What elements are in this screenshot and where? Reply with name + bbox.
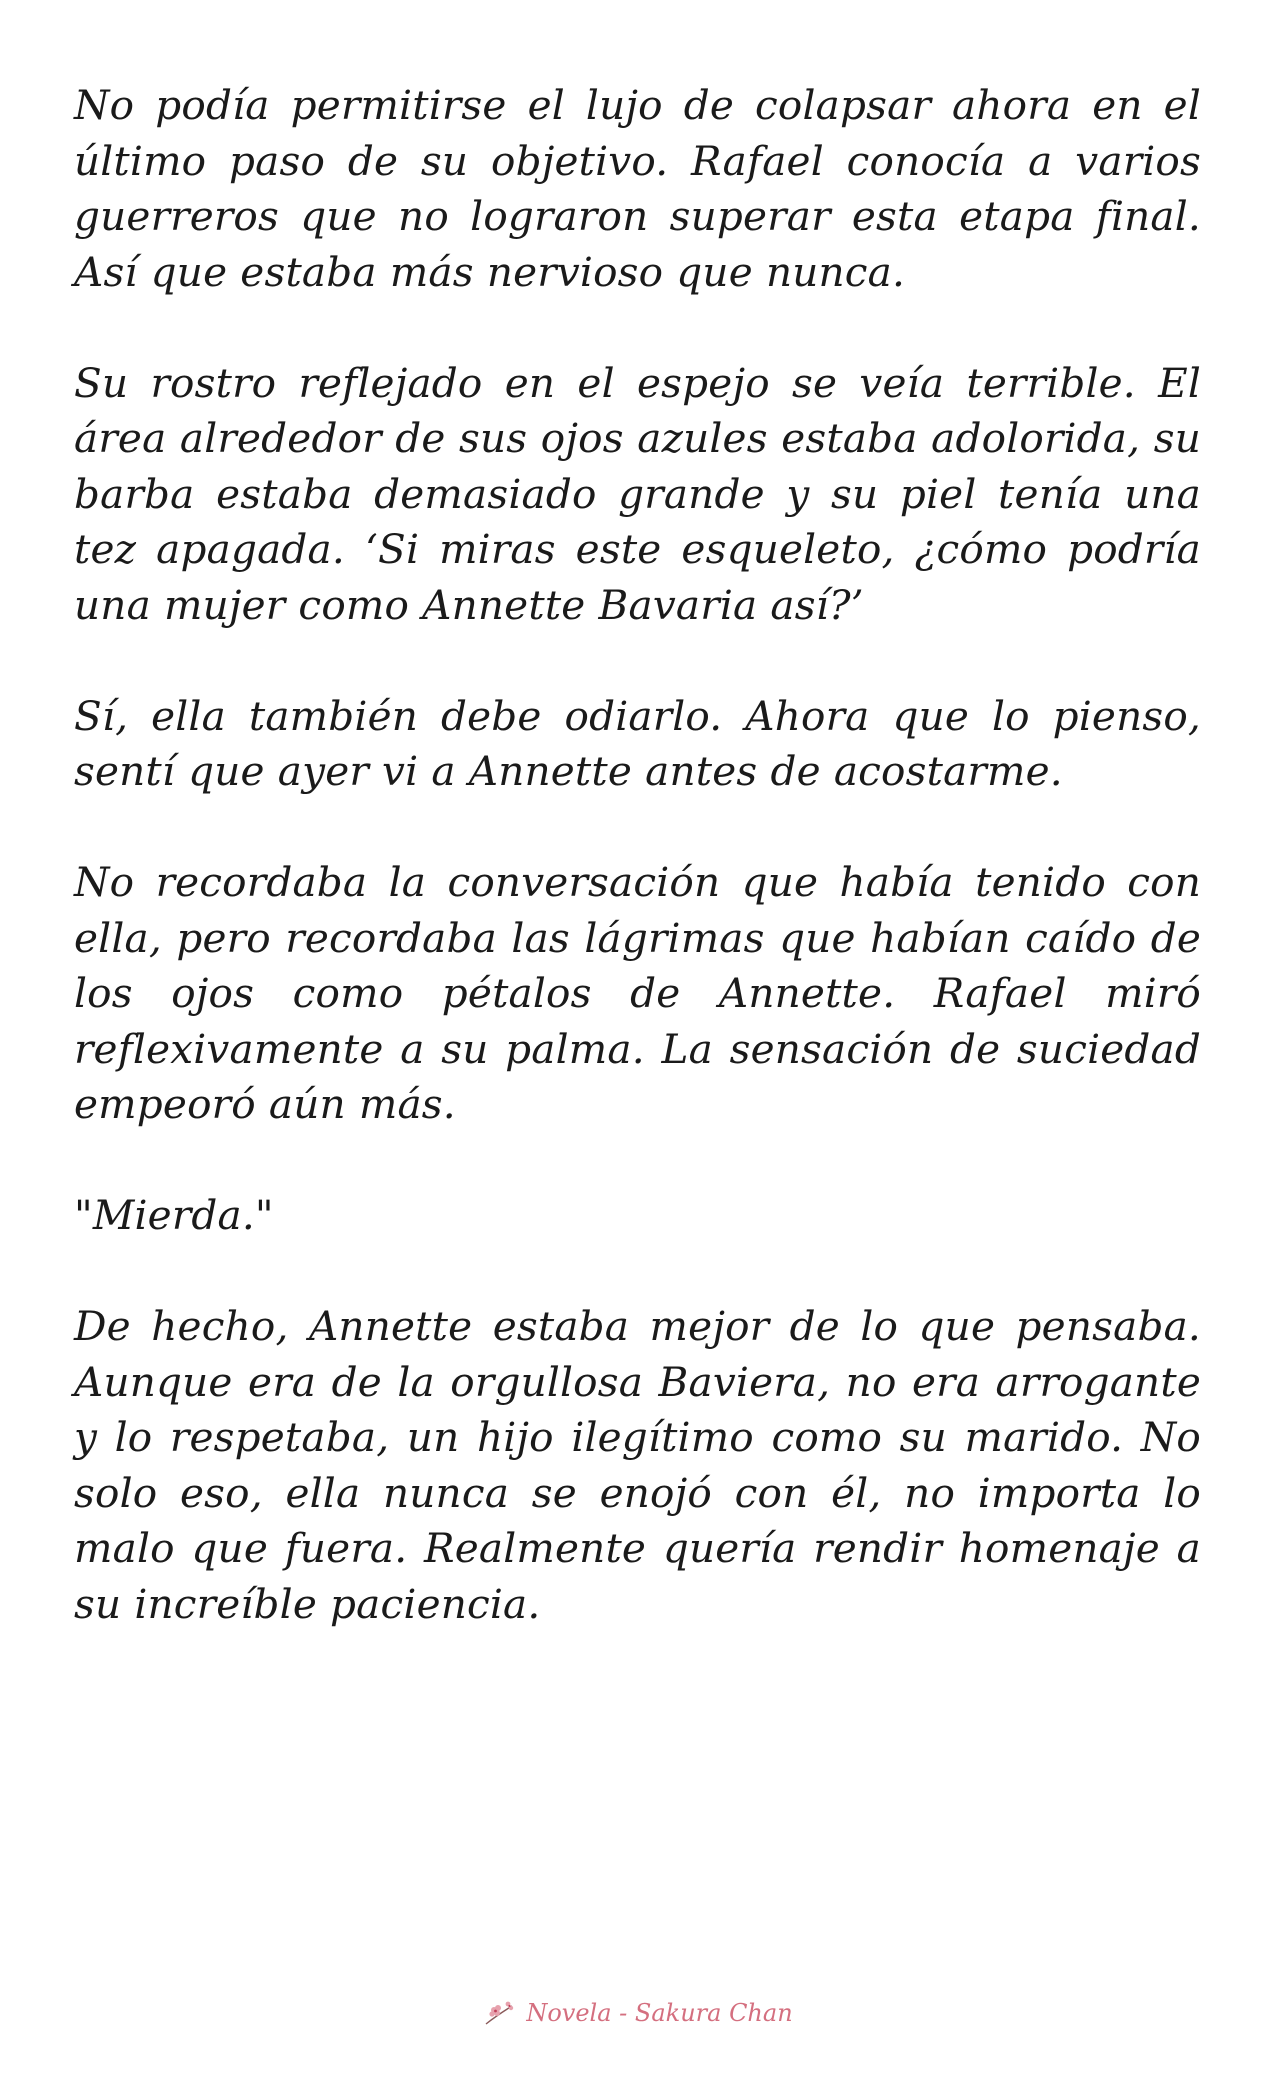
paragraph-5: "Mierda." xyxy=(74,1191,274,1239)
chapter-text xyxy=(74,78,1201,1688)
paragraph-3: Sí, ella también debe odiarlo. Ahora que lo pienso, sentí que ayer vi a Annette antes de acostarme. xyxy=(74,691,1201,795)
paragraph-2: Su rostro reflejado en el espejo se veía terrible. El área alrededor de sus ojos azules estaba adolorida, su barba estaba demasiado grande y su piel tenía una tez apagada. ‘Si miras este esqueleto, ¿cómo podría una mujer como Annette Bavaria así?’ xyxy=(74,358,1201,629)
watermark-text: Novela - Sakura Chan xyxy=(526,1999,793,2027)
paragraph-4: No recordaba la conversación que había tenido con ella, pero recordaba las lágrimas que habían caído de los ojos como pétalos de Annette. Rafael miró reflexivamente a su palma. La sensación de suciedad empeoró aún más. xyxy=(74,858,1201,1128)
paragraph-1: No podía permitirse el lujo de colapsar ahora en el último paso de su objetivo. Rafael conocía a varios guerreros que no lograron superar esta etapa final. Así que estaba más nervioso que nunca. xyxy=(74,81,1201,296)
paragraph-6: De hecho, Annette estaba mejor de lo que pensaba. Aunque era de la orgullosa Baviera, no era arrogante y lo respetaba, un hijo ilegítimo como su marido. No solo eso, ella nunca se enojó con él, no importa lo malo que fuera. Realmente quería rendir homenaje a su increíble paciencia. xyxy=(74,1302,1201,1628)
watermark xyxy=(0,1998,1275,2028)
cherry-blossom-icon xyxy=(482,1998,520,2028)
